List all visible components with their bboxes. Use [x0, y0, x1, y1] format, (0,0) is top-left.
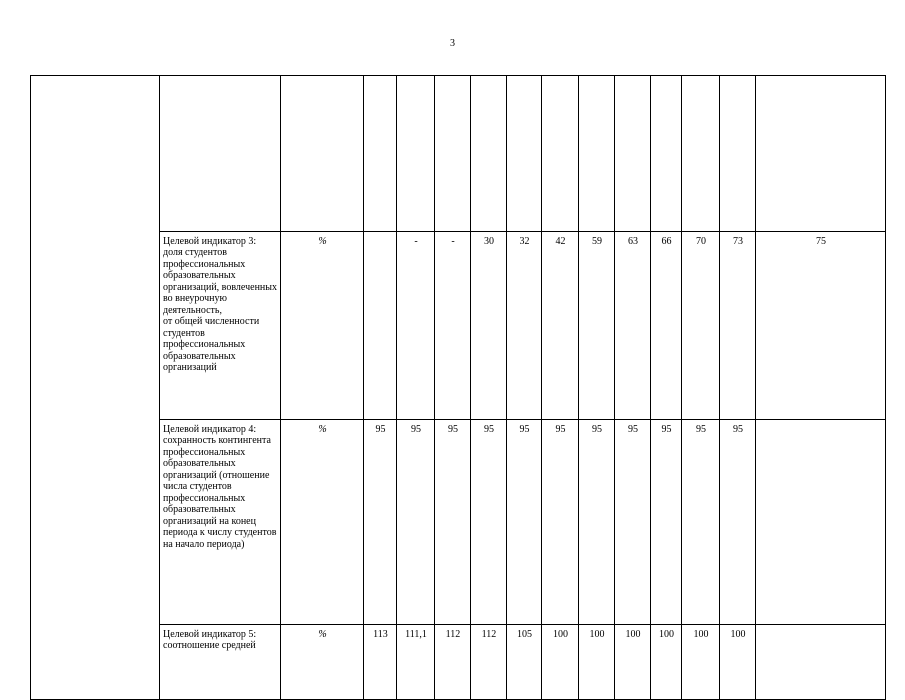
- value-cell: [435, 76, 471, 232]
- value-cell: [756, 624, 886, 699]
- value-cell: [756, 419, 886, 624]
- value-cell: [720, 76, 756, 232]
- value-cell: [364, 231, 397, 419]
- value-cell: 95: [471, 419, 507, 624]
- value-cell: 42: [542, 231, 579, 419]
- value-cell: [397, 76, 435, 232]
- value-cell: 100: [682, 624, 720, 699]
- value-cell: [682, 76, 720, 232]
- value-cell: 113: [364, 624, 397, 699]
- value-cell: -: [435, 231, 471, 419]
- value-cell: 105: [507, 624, 542, 699]
- value-cell: [615, 76, 651, 232]
- indicator-cell: Целевой индикатор 3: доля студентов профессиональных образовательных организаций, вовлеченных во внеурочную деятельность, от общей численности студентов профессиональных образовательных организаций: [160, 231, 281, 419]
- value-cell: 95: [397, 419, 435, 624]
- value-cell: -: [397, 231, 435, 419]
- value-cell: 75: [756, 231, 886, 419]
- value-cell: 73: [720, 231, 756, 419]
- value-cell: [364, 76, 397, 232]
- unit-cell: %: [281, 624, 364, 699]
- value-cell: 95: [615, 419, 651, 624]
- table-row: [31, 231, 886, 419]
- value-cell: 70: [682, 231, 720, 419]
- merged-first-column-cell: [31, 76, 160, 700]
- value-cell: 95: [542, 419, 579, 624]
- value-cell: [471, 76, 507, 232]
- value-cell: 100: [615, 624, 651, 699]
- table-row: [31, 624, 886, 699]
- value-cell: 111,1: [397, 624, 435, 699]
- value-cell: 95: [435, 419, 471, 624]
- value-cell: [756, 76, 886, 232]
- value-cell: 95: [720, 419, 756, 624]
- value-cell: 63: [615, 231, 651, 419]
- value-cell: [507, 76, 542, 232]
- indicator-cell: Целевой индикатор 4: сохранность контингента профессиональных образовательных организаций (отношение числа студентов профессиональных образовательных организаций на конец периода к числу студентов на начало периода): [160, 419, 281, 624]
- value-cell: 95: [364, 419, 397, 624]
- indicator-cell: Целевой индикатор 5: соотношение средней: [160, 624, 281, 699]
- value-cell: 100: [542, 624, 579, 699]
- value-cell: [542, 76, 579, 232]
- value-cell: 66: [651, 231, 682, 419]
- indicators-table: [30, 75, 886, 700]
- page-number: 3: [450, 38, 455, 49]
- table-row: [31, 76, 886, 232]
- unit-cell: %: [281, 419, 364, 624]
- unit-cell: %: [281, 231, 364, 419]
- value-cell: 100: [579, 624, 615, 699]
- value-cell: 95: [579, 419, 615, 624]
- value-cell: 59: [579, 231, 615, 419]
- value-cell: 95: [507, 419, 542, 624]
- value-cell: [651, 76, 682, 232]
- value-cell: 100: [651, 624, 682, 699]
- table-row: [31, 419, 886, 624]
- value-cell: 100: [720, 624, 756, 699]
- value-cell: 95: [682, 419, 720, 624]
- value-cell: 30: [471, 231, 507, 419]
- indicator-cell: [160, 76, 281, 232]
- value-cell: 112: [471, 624, 507, 699]
- value-cell: 112: [435, 624, 471, 699]
- value-cell: 95: [651, 419, 682, 624]
- value-cell: 32: [507, 231, 542, 419]
- unit-cell: [281, 76, 364, 232]
- value-cell: [579, 76, 615, 232]
